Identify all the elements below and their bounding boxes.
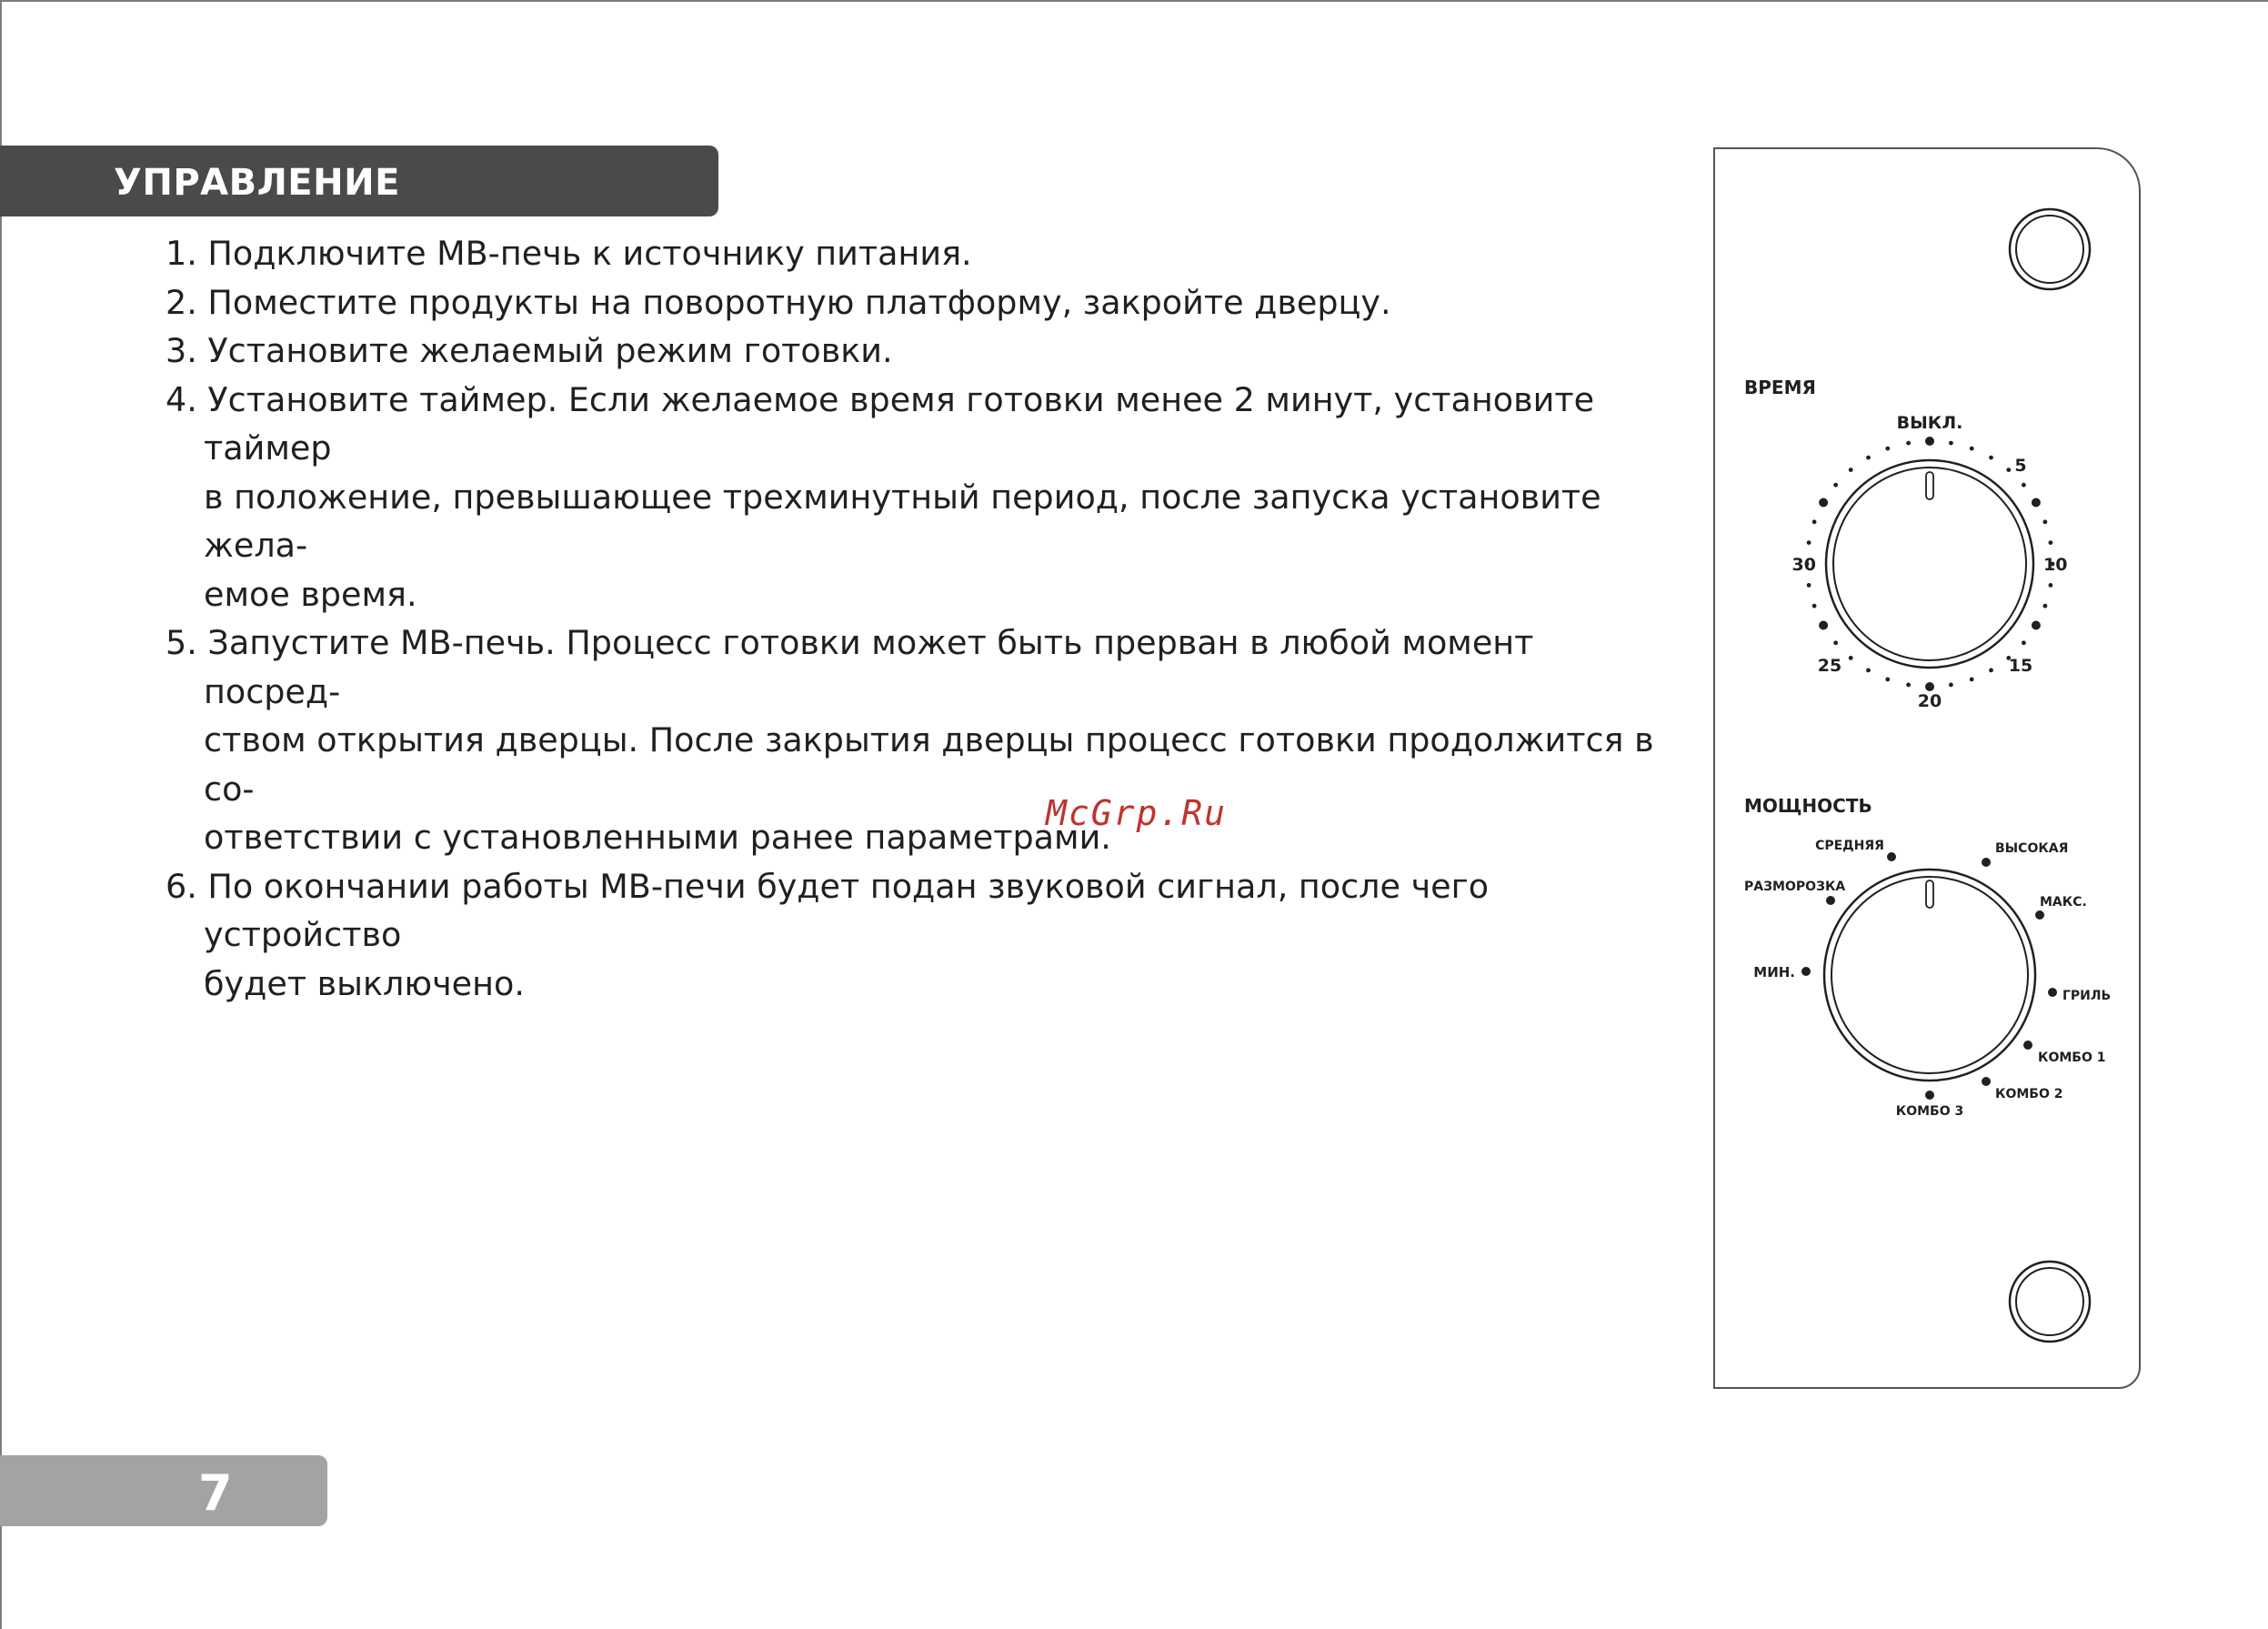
timer-minor-dot xyxy=(1949,441,1953,446)
timer-minor-dot xyxy=(1970,447,1974,451)
timer-major-dot xyxy=(1925,437,1934,446)
instruction-step-1: 1. Подключите МВ-печь к источнику питания. xyxy=(166,234,972,273)
bottom-screw-icon xyxy=(2010,1262,2090,1342)
page-border-left xyxy=(0,0,2,1629)
section-header xyxy=(0,146,718,216)
instruction-step-2: 2. Поместите продукты на поворотную платформу, закройте дверцу. xyxy=(166,282,1391,322)
timer-dial xyxy=(1792,413,2068,711)
section-title: УПРАВЛЕНИЕ xyxy=(114,162,400,204)
timer-label-10: 10 xyxy=(2043,555,2068,575)
watermark: McGrp.Ru xyxy=(1046,793,1228,833)
timer-minor-dot xyxy=(1885,447,1890,451)
timer-minor-dot xyxy=(1970,678,1974,682)
power-dot-max xyxy=(2035,910,2044,920)
timer-label-20: 20 xyxy=(1917,691,1942,711)
timer-major-dot xyxy=(1819,621,1828,630)
timer-minor-dot xyxy=(1866,669,1871,673)
power-dot-high xyxy=(1982,858,1991,867)
instruction-list xyxy=(166,229,1675,1008)
timer-label-30: 30 xyxy=(1791,555,1816,575)
timer-minor-dot xyxy=(2006,468,2011,472)
power-dot-min xyxy=(1801,967,1811,976)
page-number-tab xyxy=(0,1455,327,1526)
timer-minor-dot xyxy=(2022,640,2026,645)
timer-dial-title: ВРЕМЯ xyxy=(1744,377,1816,398)
timer-minor-dot xyxy=(1885,678,1890,682)
timer-minor-dot xyxy=(2049,583,2053,588)
power-dot-grill xyxy=(2048,988,2057,997)
instruction-step-5: 5. Запустите МВ-печь. Процесс готовки может быть прерван в любой момент посред- ством открытия дверцы. После закрытия дверцы процесс готовки продолжится в со- ответствии с установленными ранее параметрами. xyxy=(166,623,1654,857)
timer-label-off: ВЫКЛ. xyxy=(1896,413,1963,433)
power-label-combo1: КОМБО 1 xyxy=(2038,1051,2106,1065)
power-dot-combo2 xyxy=(1982,1077,1991,1086)
timer-minor-dot xyxy=(1906,683,1911,688)
power-label-max: МАКС. xyxy=(2040,895,2087,910)
timer-minor-dot xyxy=(1989,669,1993,673)
timer-major-dot xyxy=(2032,621,2041,630)
timer-minor-dot xyxy=(2043,519,2048,524)
power-dot-combo1 xyxy=(2023,1041,2032,1050)
timer-label-15: 15 xyxy=(2008,656,2033,676)
page-number: 7 xyxy=(198,1464,233,1522)
instruction-step-4: 4. Установите таймер. Если желаемое время готовки менее 2 минут, установите таймер в положение, превышающее трехминутный период, после запуска установите жела- емое время. xyxy=(166,379,1601,614)
power-label-combo2: КОМБО 2 xyxy=(1995,1087,2063,1101)
timer-minor-dot xyxy=(1849,656,1853,660)
timer-minor-dot xyxy=(1833,640,1838,645)
timer-major-dot xyxy=(2032,498,2041,508)
timer-dial-pointer xyxy=(1926,472,1933,499)
power-dial-title: МОЩНОСТЬ xyxy=(1744,795,1872,817)
timer-minor-dot xyxy=(1849,468,1853,472)
power-dot-combo3 xyxy=(1925,1091,1934,1100)
power-dial xyxy=(1744,839,2111,1119)
timer-minor-dot xyxy=(1989,456,1993,460)
timer-minor-dot xyxy=(1807,583,1811,588)
control-panel-drawing xyxy=(1715,149,2139,1387)
control-panel-illustration xyxy=(1713,147,2141,1389)
timer-major-dot xyxy=(1925,682,1934,691)
timer-minor-dot xyxy=(1812,519,1817,524)
instruction-step-3: 3. Установите желаемый режим готовки. xyxy=(166,331,893,370)
timer-label-5: 5 xyxy=(2014,456,2027,476)
timer-major-dot xyxy=(1819,498,1828,508)
timer-minor-dot xyxy=(1906,441,1911,446)
timer-minor-dot xyxy=(1833,483,1838,488)
top-screw-icon xyxy=(2010,209,2090,289)
timer-minor-dot xyxy=(2022,483,2026,488)
timer-minor-dot xyxy=(1866,456,1871,460)
power-label-combo3: КОМБО 3 xyxy=(1895,1104,1964,1119)
instruction-step-6: 6. По окончании работы МВ-печи будет подан звуковой сигнал, после чего устройство будет выключено. xyxy=(166,866,1490,1003)
power-label-medium: СРЕДНЯЯ xyxy=(1815,839,1884,853)
power-dial-pointer xyxy=(1926,880,1933,908)
power-label-defrost: РАЗМОРОЗКА xyxy=(1744,880,1846,894)
power-dot-medium xyxy=(1887,852,1896,861)
power-label-grill: ГРИЛЬ xyxy=(2062,989,2112,1003)
power-label-min: МИН. xyxy=(1753,964,1795,980)
timer-minor-dot xyxy=(2043,604,2048,608)
timer-minor-dot xyxy=(1807,540,1811,545)
power-label-high: ВЫСОКАЯ xyxy=(1995,841,2069,856)
power-dot-defrost xyxy=(1826,896,1835,905)
timer-minor-dot xyxy=(2049,540,2053,545)
timer-label-25: 25 xyxy=(1817,656,1842,676)
page-border-top xyxy=(0,0,2268,2)
timer-minor-dot xyxy=(1949,683,1953,688)
timer-minor-dot xyxy=(1812,604,1817,608)
